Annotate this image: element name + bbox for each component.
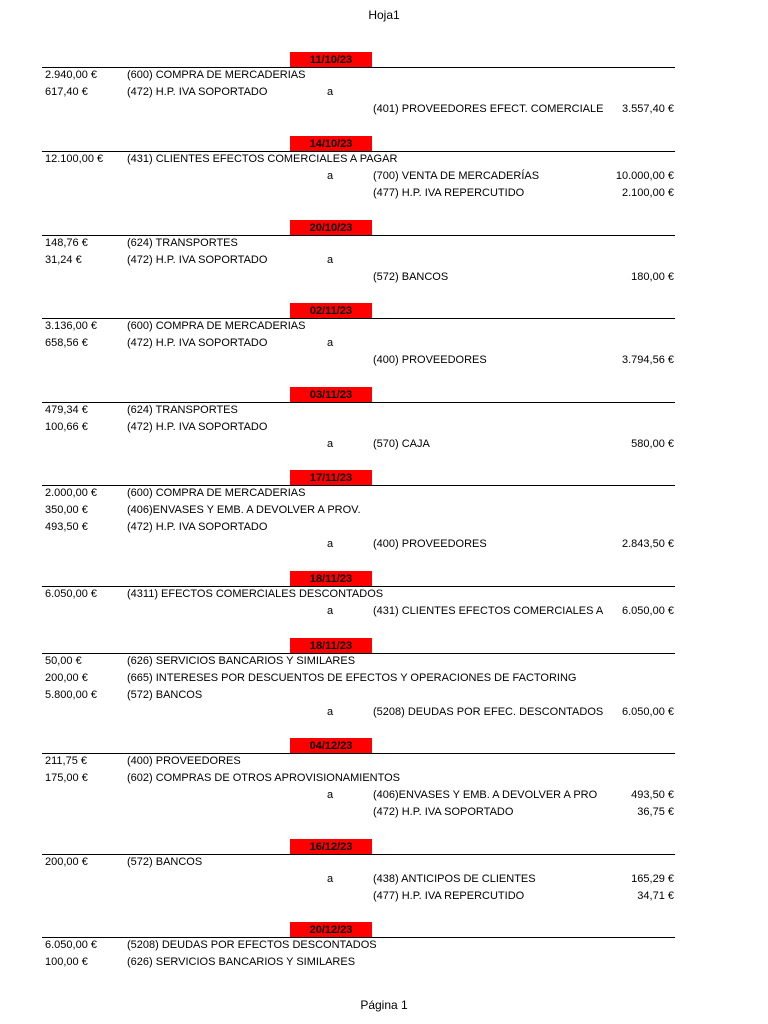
credit-amount: 3.794,56 € bbox=[622, 354, 674, 366]
entry-line bbox=[0, 954, 768, 971]
debit-amount: 200,00 € bbox=[45, 856, 88, 868]
credit-amount: 3.557,40 € bbox=[622, 103, 674, 115]
entry-line bbox=[0, 485, 768, 502]
credit-amount: 580,00 € bbox=[631, 438, 674, 450]
entry-line bbox=[0, 252, 768, 269]
entry-line bbox=[0, 101, 768, 118]
to-marker: a bbox=[327, 438, 334, 450]
entry-line bbox=[0, 871, 768, 888]
credit-account: (431) CLIENTES EFECTOS COMERCIALES A bbox=[373, 605, 604, 617]
debit-account: (472) H.P. IVA SOPORTADO bbox=[127, 421, 268, 433]
debit-amount: 493,50 € bbox=[45, 521, 88, 533]
entry-line bbox=[0, 687, 768, 704]
debit-amount: 31,24 € bbox=[45, 254, 82, 266]
debit-account: (431) CLIENTES EFECTOS COMERCIALES A PAGAR bbox=[127, 153, 398, 165]
credit-amount: 2.100,00 € bbox=[622, 187, 674, 199]
entry-line bbox=[0, 335, 768, 352]
debit-account: (5208) DEUDAS POR EFECTOS DESCONTADOS bbox=[127, 939, 377, 951]
entry-date: 20/10/23 bbox=[290, 220, 372, 236]
credit-account: (472) H.P. IVA SOPORTADO bbox=[373, 806, 514, 818]
credit-amount: 493,50 € bbox=[631, 789, 674, 801]
debit-amount: 350,00 € bbox=[45, 504, 88, 516]
entry-line bbox=[0, 318, 768, 335]
credit-account: (401) PROVEEDORES EFECT. COMERCIALE bbox=[373, 103, 604, 115]
entry-line bbox=[0, 704, 768, 721]
debit-account: (600) COMPRA DE MERCADERIAS bbox=[127, 320, 306, 332]
entry-line bbox=[0, 854, 768, 871]
entry-line bbox=[0, 67, 768, 84]
debit-amount: 617,40 € bbox=[45, 86, 88, 98]
credit-account: (438) ANTICIPOS DE CLIENTES bbox=[373, 873, 536, 885]
credit-account: (406)ENVASES Y EMB. A DEVOLVER A PRO bbox=[373, 789, 598, 801]
debit-account: (472) H.P. IVA SOPORTADO bbox=[127, 86, 268, 98]
entry-date: 04/12/23 bbox=[290, 738, 372, 754]
debit-account: (400) PROVEEDORES bbox=[127, 755, 241, 767]
entry-date: 02/11/23 bbox=[290, 303, 372, 319]
entry-line bbox=[0, 804, 768, 821]
debit-account: (626) SERVICIOS BANCARIOS Y SIMILARES bbox=[127, 956, 356, 968]
debit-amount: 211,75 € bbox=[45, 755, 88, 767]
entry-date: 03/11/23 bbox=[290, 387, 372, 403]
debit-amount: 50,00 € bbox=[45, 655, 82, 667]
credit-amount: 10.000,00 € bbox=[615, 170, 674, 182]
credit-amount: 6.050,00 € bbox=[622, 706, 674, 718]
debit-account: (624) TRANSPORTES bbox=[127, 237, 238, 249]
to-marker: a bbox=[327, 337, 334, 349]
debit-amount: 12.100,00 € bbox=[45, 153, 104, 165]
debit-account: (472) H.P. IVA SOPORTADO bbox=[127, 337, 268, 349]
to-marker: a bbox=[327, 254, 334, 266]
debit-amount: 100,66 € bbox=[45, 421, 88, 433]
entry-line bbox=[0, 436, 768, 453]
entry-line bbox=[0, 603, 768, 620]
debit-amount: 2.940,00 € bbox=[45, 69, 97, 81]
debit-account: (4311) EFECTOS COMERCIALES DESCONTADOS bbox=[127, 588, 384, 600]
debit-amount: 200,00 € bbox=[45, 672, 88, 684]
to-marker: a bbox=[327, 789, 334, 801]
credit-account: (400) PROVEEDORES bbox=[373, 538, 487, 550]
entry-line bbox=[0, 235, 768, 252]
debit-amount: 5.800,00 € bbox=[45, 689, 97, 701]
debit-account: (472) H.P. IVA SOPORTADO bbox=[127, 521, 268, 533]
debit-amount: 175,00 € bbox=[45, 772, 88, 784]
debit-account: (406)ENVASES Y EMB. A DEVOLVER A PROV. bbox=[127, 504, 361, 516]
to-marker: a bbox=[327, 605, 334, 617]
credit-account: (477) H.P. IVA REPERCUTIDO bbox=[373, 890, 525, 902]
credit-amount: 180,00 € bbox=[631, 271, 674, 283]
entry-line bbox=[0, 151, 768, 168]
credit-amount: 6.050,00 € bbox=[622, 605, 674, 617]
entry-line bbox=[0, 670, 768, 687]
debit-account: (600) COMPRA DE MERCADERIAS bbox=[127, 69, 306, 81]
debit-account: (602) COMPRAS DE OTROS APROVISIONAMIENTOS bbox=[127, 772, 401, 784]
debit-amount: 148,76 € bbox=[45, 237, 88, 249]
entry-line bbox=[0, 185, 768, 202]
debit-account: (472) H.P. IVA SOPORTADO bbox=[127, 254, 268, 266]
entry-line bbox=[0, 419, 768, 436]
debit-account: (665) INTERESES POR DESCUENTOS DE EFECTOS Y OPERACIONES DE FACTORING bbox=[127, 672, 577, 684]
entry-line bbox=[0, 586, 768, 603]
page-footer: Página 1 bbox=[360, 998, 408, 1012]
credit-account: (5208) DEUDAS POR EFEC. DESCONTADOS bbox=[373, 706, 604, 718]
entry-line bbox=[0, 536, 768, 553]
debit-amount: 3.136,00 € bbox=[45, 320, 97, 332]
credit-account: (477) H.P. IVA REPERCUTIDO bbox=[373, 187, 525, 199]
entry-line bbox=[0, 753, 768, 770]
to-marker: a bbox=[327, 538, 334, 550]
credit-account: (700) VENTA DE MERCADERÍAS bbox=[373, 170, 540, 182]
debit-account: (572) BANCOS bbox=[127, 856, 203, 868]
debit-account: (600) COMPRA DE MERCADERIAS bbox=[127, 487, 306, 499]
credit-amount: 34,71 € bbox=[637, 890, 674, 902]
credit-account: (572) BANCOS bbox=[373, 271, 449, 283]
entry-line bbox=[0, 402, 768, 419]
entry-date: 17/11/23 bbox=[290, 470, 372, 486]
debit-amount: 6.050,00 € bbox=[45, 588, 97, 600]
entry-date: 16/12/23 bbox=[290, 839, 372, 855]
debit-amount: 100,00 € bbox=[45, 956, 88, 968]
debit-account: (624) TRANSPORTES bbox=[127, 404, 238, 416]
sheet-title: Hoja1 bbox=[368, 8, 400, 22]
entry-line bbox=[0, 269, 768, 286]
entry-line bbox=[0, 168, 768, 185]
debit-account: (626) SERVICIOS BANCARIOS Y SIMILARES bbox=[127, 655, 356, 667]
debit-amount: 658,56 € bbox=[45, 337, 88, 349]
entry-date: 11/10/23 bbox=[290, 52, 372, 68]
to-marker: a bbox=[327, 706, 334, 718]
entry-line bbox=[0, 352, 768, 369]
debit-account: (572) BANCOS bbox=[127, 689, 203, 701]
to-marker: a bbox=[327, 86, 334, 98]
credit-account: (400) PROVEEDORES bbox=[373, 354, 487, 366]
entry-date: 18/11/23 bbox=[290, 638, 372, 654]
entry-line bbox=[0, 937, 768, 954]
debit-amount: 6.050,00 € bbox=[45, 939, 97, 951]
entry-line bbox=[0, 888, 768, 905]
entry-line bbox=[0, 653, 768, 670]
debit-amount: 479,34 € bbox=[45, 404, 88, 416]
entry-date: 20/12/23 bbox=[290, 922, 372, 938]
entry-date: 18/11/23 bbox=[290, 571, 372, 587]
credit-amount: 165,29 € bbox=[631, 873, 674, 885]
entry-line bbox=[0, 519, 768, 536]
entry-line bbox=[0, 770, 768, 787]
credit-amount: 36,75 € bbox=[637, 806, 674, 818]
debit-amount: 2.000,00 € bbox=[45, 487, 97, 499]
entry-line bbox=[0, 502, 768, 519]
credit-amount: 2.843,50 € bbox=[622, 538, 674, 550]
credit-account: (570) CAJA bbox=[373, 438, 430, 450]
entry-line bbox=[0, 787, 768, 804]
to-marker: a bbox=[327, 873, 334, 885]
entry-date: 14/10/23 bbox=[290, 136, 372, 152]
to-marker: a bbox=[327, 170, 334, 182]
entry-line bbox=[0, 84, 768, 101]
